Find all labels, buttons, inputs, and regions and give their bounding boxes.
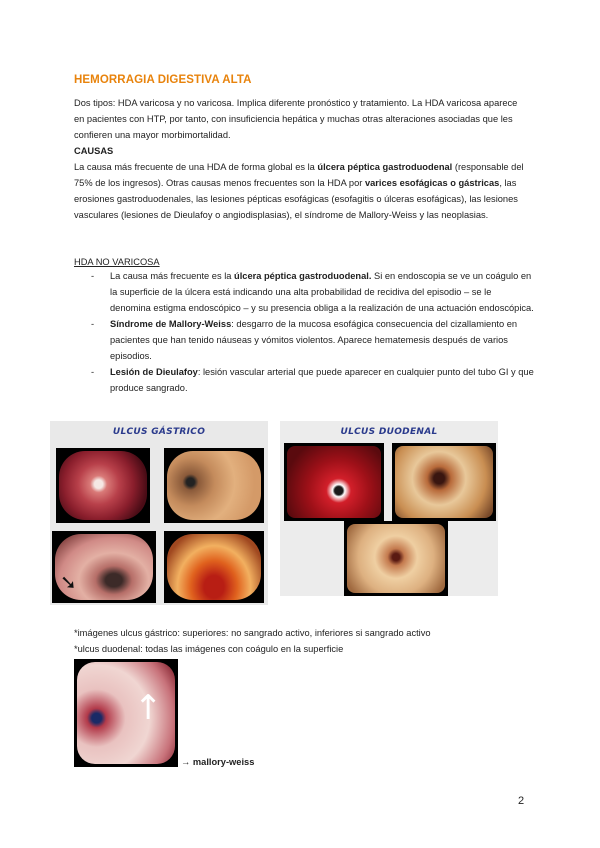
hda-no-varicosa-heading: HDA NO VARICOSA (74, 257, 160, 267)
list-item (74, 268, 534, 316)
mallory-weiss-label: → mallory-weiss (181, 757, 255, 767)
endoscopy-image-gastric-1 (56, 448, 150, 523)
arrow-up-icon: ↑ (134, 688, 163, 728)
arrow-icon: ➘ (60, 570, 77, 594)
bullet-dash: - (91, 367, 95, 377)
causas-text-2: (responsable del 75% de los ingresos). Otras causas menos frecuentes son la HDA por (74, 162, 524, 188)
causas-bold-2: varices esofágicas o gástricas (364, 178, 500, 188)
hda-no-varicosa-list (74, 268, 534, 396)
ulcus-duodenal-figure (280, 421, 498, 596)
item-post: Si en endoscopia se ve un coágulo en la superficie de la úlcera está indicando una alta probabilidad de recidiva del episodio – se le denomina estigma endoscópico – y su presencia obliga a la realización de una actuación endoscópica. (110, 271, 534, 313)
intro-paragraph: Dos tipos: HDA varicosa y no varicosa. Implica diferente pronóstico y tratamiento. La HDA varicosa aparece en pacientes con HTP, por tanto, con insuficiencia hepática y muchas otras alteraciones asociadas que les confieren una mayor morbimortalidad. (74, 98, 518, 140)
bullet-dash: - (91, 319, 95, 329)
item-bold: úlcera péptica gastroduodenal. (234, 271, 372, 281)
item-bold: Síndrome de Mallory-Weiss (110, 319, 232, 329)
causas-text-1: La causa más frecuente de una HDA de forma global es la (74, 162, 318, 172)
bullet-dash: - (91, 271, 95, 281)
item-pre: La causa más frecuente es la (110, 271, 235, 281)
causas-bold-1: úlcera péptica gastroduodenal (317, 162, 453, 172)
endoscopy-image-duodenal-1 (284, 443, 384, 521)
causas-paragraph (74, 159, 529, 223)
endoscopy-image-gastric-3 (52, 531, 156, 603)
endoscopy-image-gastric-4 (164, 531, 264, 603)
item-bold: Lesión de Dieulafoy (110, 367, 198, 377)
list-item (74, 364, 534, 396)
list-item (74, 316, 534, 364)
item-post: : lesión vascular arterial que puede aparecer en cualquier punto del tubo GI y que produce sangrado. (110, 367, 534, 393)
endoscopy-image-gastric-2 (164, 448, 264, 523)
item-post: : desgarro de la mucosa esofágica consecuencia del cizallamiento en pacientes que han tenido náuseas y vómitos violentos. Aparece hematemesis después de varios episodios. (110, 319, 518, 361)
mallory-weiss-image (74, 659, 178, 767)
ulcus-duodenal-label: ULCUS DUODENAL (340, 427, 438, 437)
endoscopy-image-duodenal-3 (344, 521, 448, 596)
causas-text-3: , las erosiones gastroduodenales, las lesiones pépticas esofágicas (esofagitis o úlceras esofágicas), las lesiones vasculares (lesiones de Dieulafoy o angiodisplasias), el síndrome de Mallory-Weiss y las neoplasias. (74, 178, 518, 220)
note-ulcus-duodenal: *ulcus duodenal: todas las imágenes con coágulo en la superficie (74, 644, 344, 654)
page-title: HEMORRAGIA DIGESTIVA ALTA (74, 74, 252, 86)
ulcus-gastrico-label: ULCUS GÁSTRICO (112, 427, 206, 437)
causas-heading: CAUSAS (74, 146, 114, 156)
endoscopy-image-duodenal-2 (392, 443, 496, 521)
page-number: 2 (518, 795, 525, 807)
ulcus-gastrico-figure (50, 421, 268, 605)
note-ulcus-gastrico: *imágenes ulcus gástrico: superiores: no sangrado activo, inferiores si sangrado activo (74, 628, 431, 638)
